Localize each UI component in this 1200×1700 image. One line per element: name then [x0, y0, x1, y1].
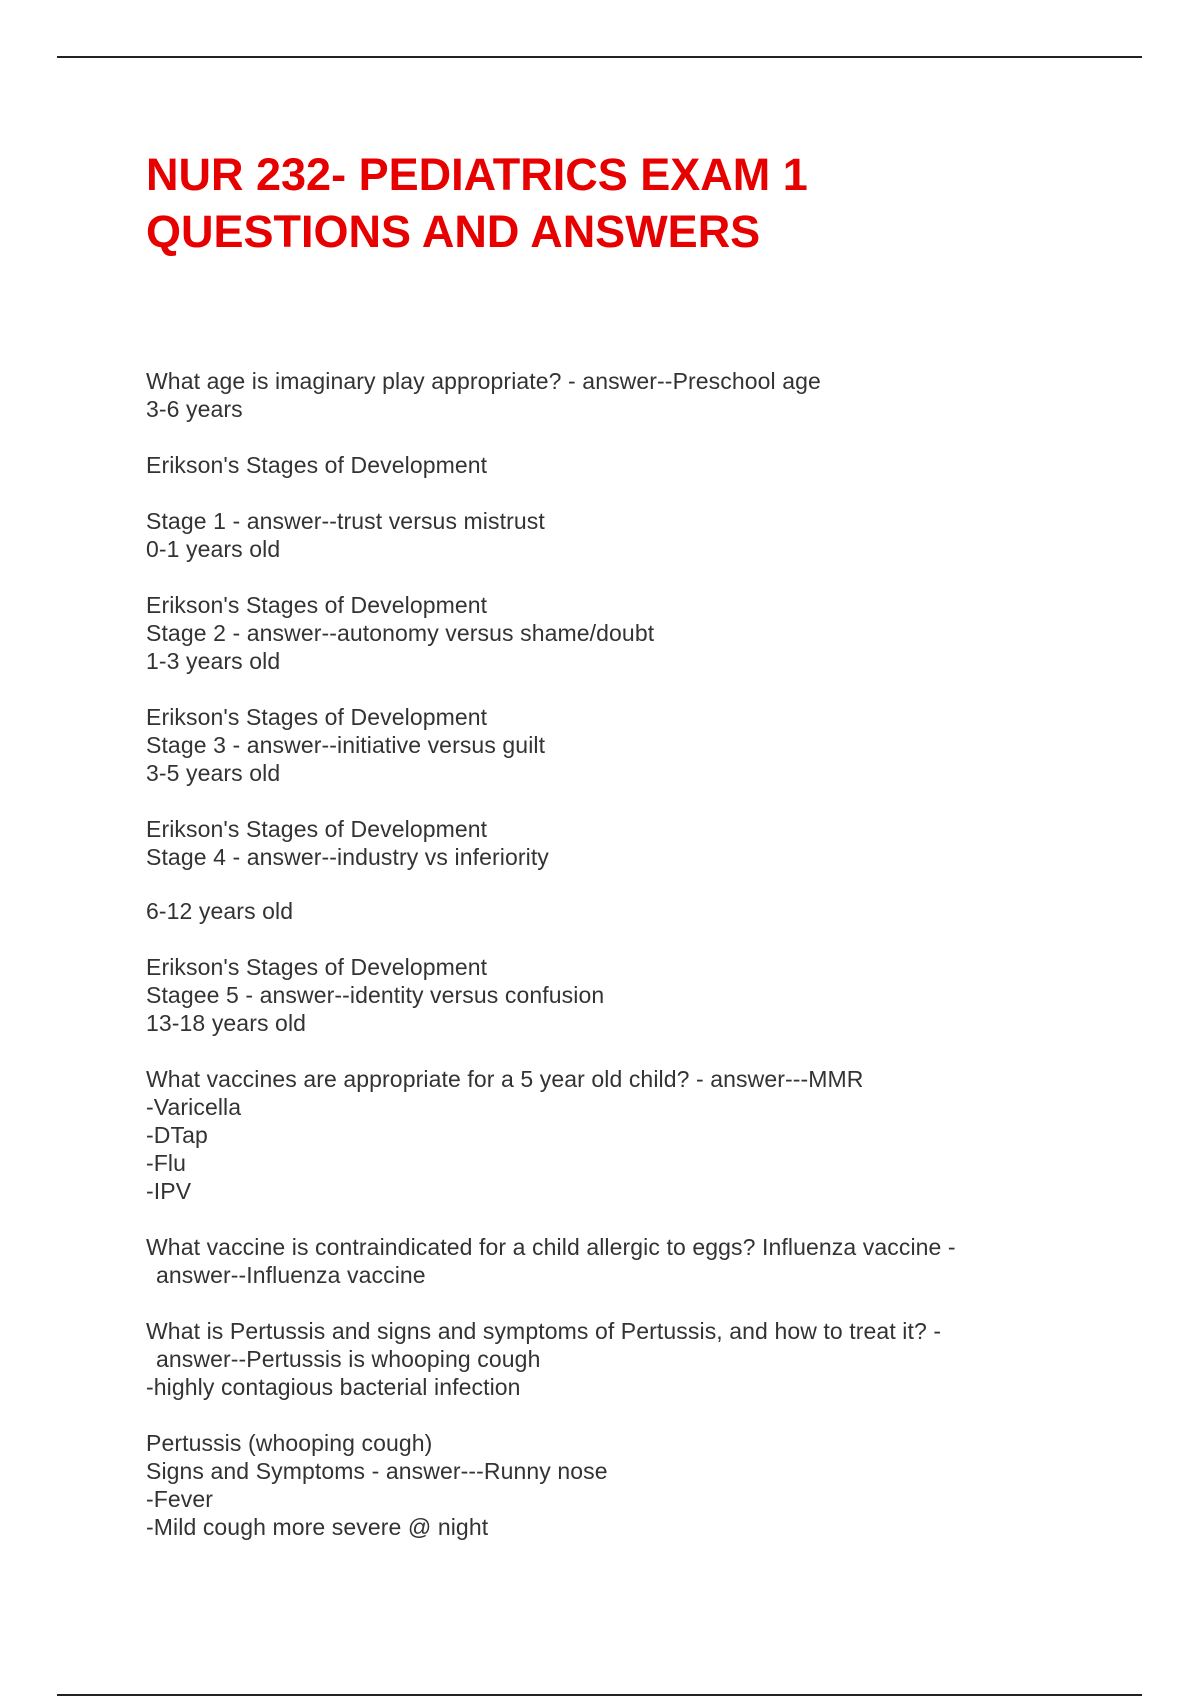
question-text: What vaccines are appropriate for a 5 year old child? - answer---MMR — [146, 1066, 864, 1092]
heading-text: Erikson's Stages of Development — [146, 704, 488, 730]
question-text: Stage 4 - answer--industry vs inferiority — [146, 844, 549, 870]
answer-text: 1-3 years old — [146, 648, 281, 674]
answer-text: 6-12 years old — [146, 898, 294, 924]
qa-vaccines-5-year — [146, 1065, 1046, 1205]
answer-item: -Varicella — [146, 1094, 242, 1120]
section-heading — [146, 451, 1046, 479]
answer-item: -Mild cough more severe @ night — [146, 1514, 489, 1540]
qa-stage-5 — [146, 953, 1046, 1037]
question-text: Stage 3 - answer--initiative versus guilt — [146, 732, 546, 758]
heading-text: Erikson's Stages of Development — [146, 592, 488, 618]
answer-text: 3-5 years old — [146, 760, 281, 786]
qa-stage-2 — [146, 591, 1046, 675]
title-line-2: QUESTIONS AND ANSWERS — [146, 206, 761, 257]
question-text: What age is imaginary play appropriate? - answer--Preschool age — [146, 368, 821, 394]
answer-text: 3-6 years — [146, 396, 243, 422]
document-body — [146, 367, 1046, 1569]
answer-text: answer--Influenza vaccine — [156, 1262, 426, 1288]
heading-text: Erikson's Stages of Development — [146, 452, 488, 478]
answer-item: -Flu — [146, 1150, 187, 1176]
qa-pertussis — [146, 1317, 1046, 1401]
qa-stage-4 — [146, 815, 1046, 871]
qa-imaginary-play — [146, 367, 1046, 423]
question-text: Stage 1 - answer--trust versus mistrust — [146, 508, 545, 534]
heading-text: Erikson's Stages of Development — [146, 954, 488, 980]
answer-item: -Fever — [146, 1486, 214, 1512]
heading-text: Erikson's Stages of Development — [146, 816, 488, 842]
heading-text: Pertussis (whooping cough) — [146, 1430, 433, 1456]
question-text: What vaccine is contraindicated for a child allergic to eggs? Influenza vaccine - — [146, 1234, 956, 1260]
answer-text: 0-1 years old — [146, 536, 281, 562]
answer-item: -IPV — [146, 1178, 192, 1204]
qa-pertussis-symptoms — [146, 1429, 1046, 1541]
answer-item: -DTap — [146, 1122, 208, 1148]
question-text: What is Pertussis and signs and symptoms of Pertussis, and how to treat it? - — [146, 1318, 942, 1344]
qa-stage-3 — [146, 703, 1046, 787]
question-text: Stage 2 - answer--autonomy versus shame/doubt — [146, 620, 655, 646]
answer-text: answer--Pertussis is whooping cough — [156, 1346, 541, 1372]
question-text: Stagee 5 - answer--identity versus confusion — [146, 982, 605, 1008]
answer-text: 13-18 years old — [146, 1010, 307, 1036]
question-text: Signs and Symptoms - answer---Runny nose — [146, 1458, 608, 1484]
title-line-1: NUR 232- PEDIATRICS EXAM 1 — [146, 149, 808, 200]
qa-stage-4-answer — [146, 897, 1046, 925]
bottom-rule — [57, 1694, 1142, 1696]
top-rule — [57, 56, 1142, 58]
document-title — [146, 146, 1046, 260]
answer-item: -highly contagious bacterial infection — [146, 1374, 521, 1400]
qa-egg-allergy — [146, 1233, 1046, 1289]
qa-stage-1 — [146, 507, 1046, 563]
